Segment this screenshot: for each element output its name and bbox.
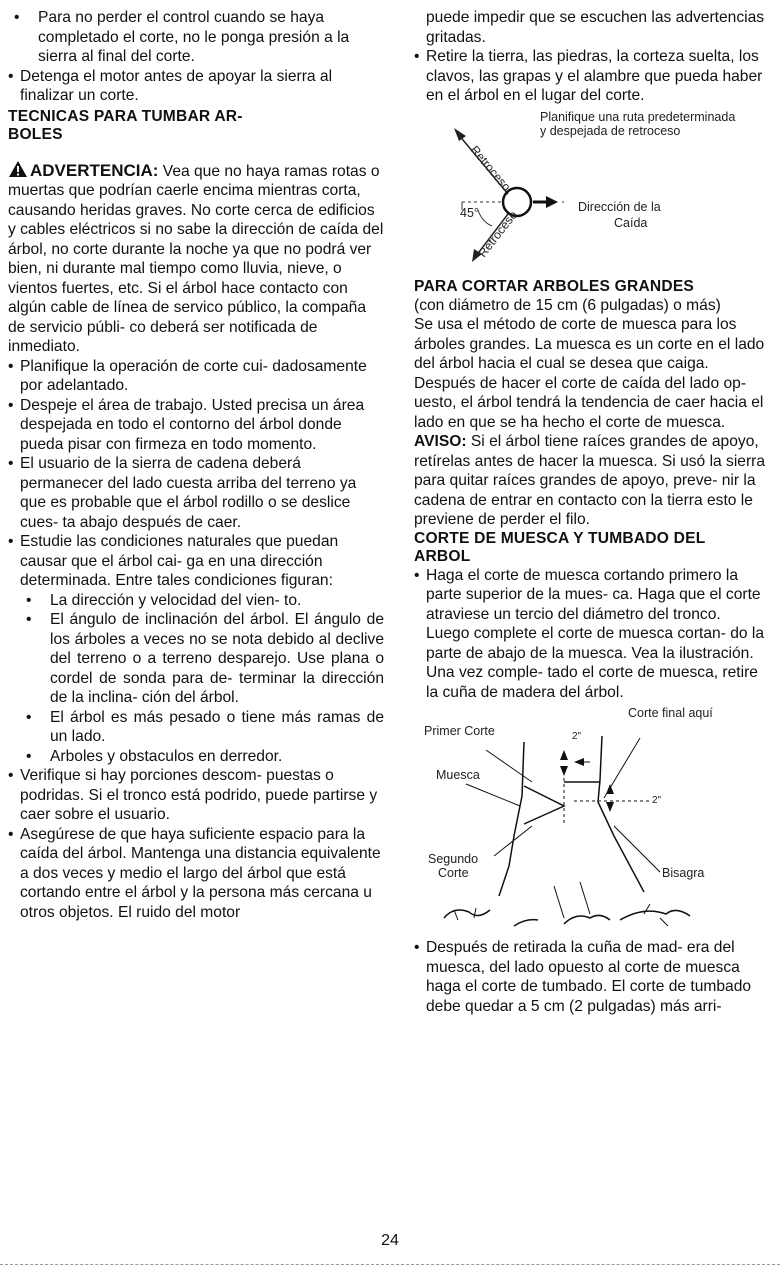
bullet-despues: • Después de retirada la cuña de mad- era del muesca, del lado opuesto al corte de muesca haga el corte de tumbado. El corte de tumbado debe quedar a 5 cm (2 pulgadas) más arri- — [414, 938, 768, 1016]
bullet-control-corte: • Para no perder el control cuando se haya completado el corte, no le ponga presión a la sierra al final del corte. — [8, 8, 384, 67]
retroceso-top-label: Retroceso — [467, 142, 514, 194]
aviso-body: Si el árbol tiene raíces grandes de apoyo, retírelas antes de hacer la muesca. Si usó la sierra para quitar raíces grandes de apoyo, preve- nir la cadena de entrar en contacto con la tierra esto le previene de perder el filo. — [414, 433, 766, 528]
bullet-estudie: • Estudie las condiciones naturales que puedan causar que el árbol cai- ga en una dirección determinada. Entre tales condiciones figuran: — [8, 532, 384, 591]
right-column — [414, 8, 768, 1016]
bullet-despeje: • Despeje el área de trabajo. Usted precisa un área despejada en todo el contorno del árbol donde pueda pisar con firmeza en todo momento. — [8, 396, 384, 455]
bullet-planifique: • Planifique la operación de corte cui- dadosamente por adelantado. — [8, 357, 384, 396]
bullet-detenga-motor: • Detenga el motor antes de apoyar la sierra al finalizar un corte. — [8, 67, 384, 106]
aviso-label: AVISO: — [414, 433, 467, 450]
bullet-verifique: • Verifique si hay porciones descom- puestas o podridas. Si el tronco está podrido, puede partirse y caer sobre el usuario. — [8, 766, 384, 825]
notch-cut-diagram — [414, 706, 768, 938]
bullet-usuario-cuesta: • El usuario de la sierra de cadena deberá permanecer del lado cuesta arriba del terreno ya que es probable que el árbol rodillo o se deslice cues- ta abajo después de caer. — [8, 454, 384, 532]
heading-corte-muesca: CORTE DE MUESCA Y TUMBADO DEL ARBOL — [414, 529, 706, 565]
paragraph-diametro: (con diámetro de 15 cm (6 pulgadas) o más) — [414, 296, 721, 314]
plan-route-label: Planifique una ruta predeterminada y despejada de retroceso — [540, 109, 736, 138]
subbullet-obstaculos: • Arboles y obstaculos en derredor. — [20, 747, 384, 767]
second-cut-label-2: Corte — [438, 866, 469, 880]
notch-label: Muesca — [436, 768, 480, 782]
retroceso-bottom-label: Retroceso — [475, 207, 521, 260]
bullet-haga: • Haga el corte de muesca cortando primero la parte superior de la mues- ca. Haga que el corte atraviese un tercio del diámetro del tronco. Luego complete el corte de muesca cortan- do la parte de abajo de la muesca. Vea la ilustración. Una vez comple- tado el corte de muesca, retire la cuña de madera del árbol. — [414, 566, 768, 703]
retreat-path-figure — [414, 110, 768, 276]
subbullet-pesado: • El árbol es más pesado o tiene más ramas de un lado. — [20, 708, 384, 747]
bullet-retire: • Retire la tierra, las piedras, la corteza suelta, los clavos, las grapas y el alambre que pueda haber en el árbol en el lugar del corte. — [414, 47, 768, 106]
subbullet-angulo: • El ángulo de inclinación del árbol. El ángulo de los árboles a veces no se nota debido al declive del terreno o a terreno desparejo. Use plana o cordel de sonda para de- terminar la dirección de la inclina- ción del árbol. — [20, 610, 384, 708]
heading-grandes: PARA CORTAR ARBOLES GRANDES — [414, 277, 695, 295]
direction-label-1: Dirección de la — [578, 199, 661, 214]
bottom-rule — [0, 1264, 780, 1265]
paragraph-metodo: Se usa el método de corte de muesca para los árboles grandes. La muesca es un corte en el lado del árbol hacia el cual se desea que caiga. Después de hacer el corte de caída del lado op- uesto, el árbol tendrá la tendencia de caer hacia el lado en que se ha hecho el corte de muesca. — [414, 316, 765, 431]
final-cut-label: Corte final aquí — [628, 706, 713, 720]
heading-tecnicas: TECNICAS PARA TUMBAR AR- BOLES — [8, 107, 243, 143]
warning-body: Vea que no haya ramas rotas o muertas que podrían caerle encima mientras corta, causando heridas graves. No corte cerca de edificios y cables eléctricos si no sabe la dirección de caída del árbol, no corte durante la noche ya que no podrá ver bien, ni durante mal tiempo como lluvia, nieve, o vientos fuertes, etc. Si el árbol hace contacto con algún cable de línea de servico público, la compaña de servicio públi- co deberá ser notificada de inmediato. — [8, 162, 384, 355]
bullet-asegurese: • Asegúrese de que haya suficiente espacio para la caída del árbol. Mantenga una distancia equivalente a dos veces y medio el largo del árbol que está cortando entre el árbol y la persona más cercana u otros objetos. El ruido del motor — [8, 825, 384, 923]
first-cut-label: Primer Corte — [424, 724, 495, 738]
second-cut-label-1: Segundo — [428, 852, 479, 866]
subbullet-viento: • La dirección y velocidad del vien- to. — [20, 591, 384, 611]
page-number: 24 — [381, 1232, 399, 1249]
left-column — [8, 8, 384, 922]
dimension-right-label: 2" — [652, 795, 662, 806]
warning-paragraph — [8, 160, 384, 357]
hinge-label: Bisagra — [662, 866, 705, 880]
notch-cut-figure — [414, 706, 768, 938]
angle-label: 45° — [460, 205, 479, 220]
dimension-top-label: 2" — [572, 731, 582, 742]
aviso-paragraph — [414, 432, 768, 530]
direction-label-2: Caída — [614, 215, 648, 230]
warning-triangle-icon — [8, 160, 28, 178]
continued-paragraph: puede impedir que se escuchen las advertencias gritadas. — [426, 9, 765, 46]
warning-title: ADVERTENCIA: — [30, 160, 159, 180]
